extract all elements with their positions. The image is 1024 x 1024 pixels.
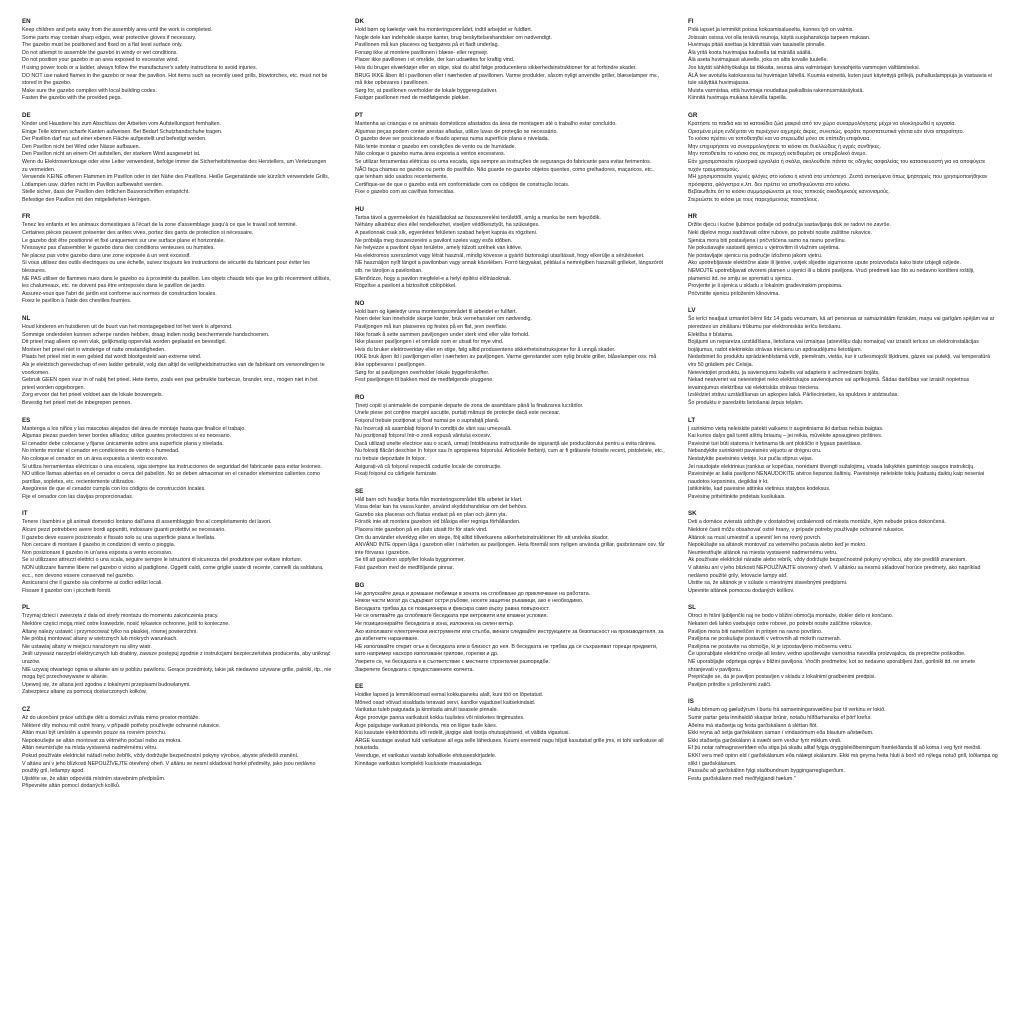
instruction-line: Kui kasutate elektritööriistu või redelit, järgige alati tootja ohutusjuhiseid, et vältida vigastusi.	[355, 730, 570, 737]
instruction-line: Hvis du bruger elværktøjer eller en stige, skal du altid følge producentens sikkerhedsinstruktioner for at forhindre skader.	[355, 64, 637, 71]
instruction-line: Μην επιχειρήσετε να συναρμολογήσετε το κιόσκι σε θυελλώδεις ή υγρές συνθήκες.	[688, 143, 882, 150]
instruction-line: Gazebo ska placeras och fästas endast på en plan och jämn yta.	[355, 511, 507, 518]
instruction-line: Dit prieel mag alleen op een vlak, gelijkmatig oppervlak worden geplaatst en bevestigd.	[22, 339, 227, 346]
instruction-line: Otroci in hišni ljubljenčki naj ne bodo v bližini območja montaže, dokler delo ni končano.	[688, 613, 894, 620]
instruction-line: Sørg for, at pavillonen overholder de lokale byggeregulativer.	[355, 87, 498, 94]
language-section	[355, 683, 665, 768]
instruction-line: Als je elektrisch gereedschap of een ladder gebruikt, volg dan altijd de veiligheidsinstructies van de fabrikant om verwondingen te voorkomen.	[22, 361, 325, 376]
instruction-line: Gebruik GEEN open vuur in of nabij het prieel. Hete items, zoals een pas gebruikte barbecue, brander, enz., mogen niet in het prieel worden opgeborgen.	[22, 377, 318, 391]
instruction-line: Se utilizar ferramentas elétricas ou uma escada, siga sempre as instruções de segurança do fabricante para evitar ferimentos.	[355, 158, 652, 165]
instruction-line: Den Pavillon nicht an einem Ort aufstellen, der starkem Wind ausgesetzt ist.	[22, 151, 201, 158]
instruction-line: Altánok sa musí umiestniť a upevniť len na rovný povrch.	[688, 534, 822, 541]
instruction-line: If using power tools or a ladder, always follow the manufacturer's safety instructions to avoid injuries.	[22, 64, 258, 71]
instruction-line: Wenn du Elektrowerkzeuge oder eine Leiter verwendest, befolge immer die Sicherheitshinweise des Herstellers, um Verletzungen zu vermeiden.	[22, 158, 327, 173]
instruction-line: Ärge proovige panna varikatust kokku tuulistes või niisketes tingimustes.	[355, 714, 525, 721]
instruction-line: Håll barn och husdjur borta från monteringsområdet tills arbetet är klart.	[355, 496, 523, 503]
instruction-line: Não tente montar o gazebo em condições de vento ou de humidade.	[355, 143, 517, 150]
instruction-line: Mantenha as crianças e os animais domésticos afastados da área de montagem até o trabalho estar concluído.	[355, 120, 617, 127]
language-column	[22, 18, 332, 800]
instruction-line: Uistite sa, že altánok je v súlade s miestnymi stavebnými predpismi.	[688, 580, 848, 587]
instruction-line: Sjenica mora biti postavljena i pričvršćena samo na ravnu površinu.	[688, 237, 847, 244]
instruction-line: Fäst gazebon med de medföljande pinnar.	[355, 565, 454, 572]
instruction-line: Paviljongen må kun plasseres og festes på en flat, jevn overflate.	[355, 324, 508, 330]
instruction-line: Si utiliza herramientas eléctricas o una escalera, siga siempre las instrucciones de seguridad del fabricante para evitar lesiones.	[22, 463, 323, 470]
language-section	[688, 604, 998, 689]
language-code: DK	[355, 18, 364, 25]
safety-instructions-page	[22, 18, 1002, 1008]
language-section	[355, 488, 665, 573]
instruction-line: IKKE bruk åpen ild i paviljongen eller i nærheten av paviljongen. Varme gjenstander som nylig brukte griller, blåselamper osv. må ikke oppbevares i paviljongen.	[355, 354, 657, 368]
instruction-line: Някои части могат да съдържат остри ръбове, носете защитни ръкавици, ако е необходимо.	[355, 598, 584, 605]
language-column	[688, 18, 998, 792]
instruction-line: Fissare il gazebo con i picchetti forniti.	[22, 587, 112, 594]
language-code: NO	[355, 299, 365, 307]
instruction-line: Passaðu að garðskálinn fylgi staðbundnum byggingarreglugerðum.	[688, 768, 845, 775]
language-code: HU	[355, 205, 364, 213]
instruction-line: Le gazebo doit être positionné et fixé uniquement sur une surface plane et horizontale.	[22, 237, 225, 244]
instruction-line: Neumiestňujte altánok na miesta vystavené nadmernému vetru.	[688, 549, 838, 556]
instruction-line: Pidä lapset ja lemmikit poissa kokoamisalueelta, kunnes työ on valmis.	[688, 27, 854, 33]
instruction-line: Ak používate elektrické náradie alebo rebrík, vždy dodržujte bezpečnostné pokyny výrobcu, aby ste predišli zraneniam.	[688, 557, 967, 564]
instruction-line: Assurez-vous que l'abri de jardin est conforme aux normes de construction locales.	[22, 290, 217, 297]
instruction-line: Fasten the gazebo with the provided pegs.	[22, 95, 122, 102]
instruction-line: Pavėsinė turi būti statoma ir tvirtinama tik ant plokščio ir lygaus paviršiaus.	[688, 440, 862, 447]
instruction-line: NE PAS utiliser de flammes nues dans le gazebo ou à proximité du pavillon. Les objets chauds tels que les grils récemment utilisés, les chalumeaux, etc. ne doivent pas être entreposés dans le pavillon de jardin.	[22, 275, 331, 290]
instruction-line: Bojājumi un nepareiza uzstādīšana, lietošana vai izmaiņas (atsevišķu daļu nomaiņa) var izraisīt ierīces un elektroinstalācijas bojājumus, radot elektriskās strāvas triecienu un apdraudējumu lietotājam.	[688, 339, 979, 353]
instruction-line: El cenador debe colocarse y fijarse únicamente sobre una superficie plana y nivelada.	[22, 440, 224, 447]
instruction-line: NIE używaj otwartego ognia w altanie ani w pobliżu pawilonu. Gorące przedmioty, takie jak niedawno używane grille, palniki, itp., nie mogą być przechowywane w altanie.	[22, 666, 332, 681]
instruction-line: Šo ierīci neatļaut izmantot bērni līdz 14 gadu vecumam, kā arī personas ar samazinātām fiziskām, maņu vai garīgām spējām vai ar pieredzes un zināšanu trūkumu par elektroniskās ierīču lietošanu.	[688, 316, 995, 330]
instruction-line: Če uporabljate električno orodje ali lestev, vedno upoštevajte varnostna navodila proizvajalca, da preprečite poškodbe.	[688, 651, 966, 658]
instruction-line: Néhány alkatrész éles éllel rendelkezhet, viseljen védőkesztyűt, ha szükséges.	[355, 222, 540, 229]
language-code: EE	[355, 683, 364, 691]
instruction-line: Fije el cenador con las clavijas proporcionadas.	[22, 493, 134, 500]
instruction-line: Rögzítse a pavilont a biztosított cölöpökkel.	[355, 283, 457, 290]
instruction-line: Si vous utilisez des outils électriques ou une échelle, suivez toujours les instructions de sécurité du fabricant pour éviter les blessures.	[22, 260, 310, 275]
instruction-line: Ne placez pas votre gazebo dans une zone exposée à un vent excessif.	[22, 252, 191, 259]
instruction-line: Mantenga a los niños y las mascotas alejados del área de montaje hasta que finalice el trabajo.	[22, 425, 246, 432]
language-section	[22, 315, 332, 408]
instruction-line: Jos käytät sähkötyökaluja tai tikkaita, seuraa aina valmistajan turvaohjeita vammojen välttämiseksi.	[688, 64, 920, 71]
instruction-line: Muista varmistaa, että huvimaja noudattaa paikallisia rakennusmääräyksiä.	[688, 87, 864, 94]
language-section	[22, 510, 332, 595]
instruction-line: Не се опитвайте да сглобявате беседката при ветровити или влажни условия.	[355, 613, 548, 620]
instruction-line: Haltu börnum og gæludýrum í burtu frá samsetningarsvæðinu þar til verkinu er lokið.	[688, 707, 886, 714]
instruction-line: Altanę należy ustawić i przymocować tylko na płaskiej, równej powierzchni.	[22, 628, 198, 635]
language-code: FI	[688, 18, 694, 25]
instruction-line: Certifique-se de que o gazebo está em conformidade com os códigos de construção locais.	[355, 181, 570, 188]
instruction-line: Asigurați-vă că foișorul respectă codurile locale de construcție.	[355, 463, 502, 470]
instruction-line: Hold børn og kæledyr væk fra monteringsområdet, indtil arbejdet er fuldført.	[355, 27, 533, 33]
instruction-line: Mõned osad võivad sisaldada teravaid servi, kandke vajadusel kaitsekindaid.	[355, 699, 536, 706]
instruction-line: Bevestig het prieel met de inbegrepen pennen.	[22, 399, 132, 406]
instruction-line: Se si utilizzano attrezzi elettrici o una scala, seguire sempre le istruzioni di sicurezza del produttore per evitare infortuni.	[22, 557, 302, 564]
instruction-line: Non posizionare il gazebo in un'area esposta a vento eccessivo.	[22, 549, 173, 556]
instruction-line: Den Pavillon nicht bei Wind oder Nässe aufbauen.	[22, 143, 141, 150]
instruction-line: Altán musí být umístěn a upevněn pouze na rovném povrchu.	[22, 730, 167, 737]
instruction-line: Prepričajte se, da je paviljon postavljen v skladu z lokalnimi gradbenimi predpisi.	[688, 674, 876, 681]
instruction-line: DO NOT use naked flames in the gazebo or near the pavilion. Hot items such as recently used grills, blowtorches, etc. must not be stored in the gazebo.	[22, 72, 328, 87]
instruction-line: A pavilonnak csak sík, egyenletes felületen szabad helyet kapnia és rögzíteni.	[355, 230, 538, 237]
instruction-line: The gazebo must be positioned and fixed on a flat level surface only.	[22, 42, 183, 49]
instruction-line: Nepokúšajte sa altánok montovať za veterného počasia alebo keď je mokro.	[688, 542, 867, 549]
instruction-line: Κρατήστε τα παιδιά και τα κατοικίδια ζώα μακριά από τον χώρο συναρμολόγησης μέχρι να ολοκληρωθεί η εργασία.	[688, 120, 956, 127]
instruction-line: Some parts may contain sharp edges, wear protective gloves if necessary.	[22, 34, 197, 41]
instruction-line: Dacă utilizați unelte electrice sau o scară, urmați întotdeauna instrucțiunile de siguranță ale producătorului pentru a evita rănirea.	[355, 440, 657, 447]
instruction-line: Ако използвате електрически инструменти или стълба, винаги следвайте инструкциите за безопасност на производителя, за да избегнете нараняване.	[355, 628, 664, 643]
instruction-line: Nepokoušejte se altán montovat za větrného počasí nebo za mokra.	[22, 737, 182, 744]
instruction-line: Elektība ir bīstama.	[688, 331, 734, 338]
language-code: PL	[22, 604, 30, 612]
instruction-line: Ha elektromos szerszámot vagy létrát használ, mindig kövesse a gyártó biztonsági utasításait, hogy elkerülje a sérüléseket.	[355, 252, 645, 259]
instruction-line: Paviljon pritrdite s priloženimi zatiči.	[688, 681, 772, 688]
language-code: SL	[688, 604, 696, 612]
language-section	[355, 18, 665, 103]
instruction-line: Ako upotrebljavate električne alate ili ljestve, uvijek slijedite sigurnosne upute proizvođača kako biste izbjegli ozljede.	[688, 260, 961, 267]
language-section	[22, 18, 332, 103]
language-code: LV	[688, 307, 696, 315]
instruction-line: Asegúrese de que el cenador cumpla con los códigos de construcción locales.	[22, 486, 206, 493]
instruction-line: Stelle sicher, dass der Pavillon den örtlichen Bauvorschriften entspricht.	[22, 189, 190, 196]
instruction-line: Houd kinderen en huisdieren uit de buurt van het montagegebied tot het werk is afgerond.	[22, 324, 233, 330]
instruction-line: Įsitikinkite, kad pavėsinė atitinka vietinius statybos kodeksus.	[688, 486, 831, 493]
instruction-line: Plaats het prieel niet in een gebied dat wordt blootgesteld aan extreme wind.	[22, 354, 202, 361]
instruction-line: Se till att gazebon uppfyller lokala byggnormer.	[355, 557, 465, 564]
instruction-line: Až do ukončení práce udržujte děti a domácí zvířata mimo prostor montáže.	[22, 714, 200, 721]
instruction-line: Assicurarsi che il gazebo sia conforme ai codici edilizi locali.	[22, 580, 163, 587]
instruction-line: Zabezpiecz altanę za pomocą dostarczonych kołków.	[22, 689, 147, 696]
language-code: FR	[22, 213, 31, 221]
language-section	[688, 307, 998, 407]
instruction-line: Στερεώστε το κιόσκι με τους παρεχόμενους πασσάλους.	[688, 196, 819, 203]
language-section	[355, 300, 665, 385]
language-code: IT	[22, 510, 28, 518]
instruction-line: Į surinkimo vietą neleiskite patekti vaikams ir augintiniams iki darbas nebus baigtas.	[688, 425, 884, 432]
instruction-line: Sumir partar geta innihaldið skarpar brúnir, notaðu hlífðarhanska ef þörf krefur.	[688, 714, 872, 721]
instruction-line: Ujistěte se, že altán odpovídá místním stavebním předpisům.	[22, 775, 166, 782]
language-code: BG	[355, 581, 365, 589]
language-section	[688, 213, 998, 298]
instruction-line: Huvimaja pitää asettaa ja kiinnittää vain tasaiselle pinnalle.	[688, 42, 826, 49]
instruction-line: Ορισμένα μέρη ενδέχεται να περιέχουν αιχμηρές άκρες, συνεπώς, φοράτε προστατευτικά γάντια εάν είναι απαραίτητο.	[688, 128, 965, 135]
instruction-line: Nekateri deli lahko vsebujejo ostre robove, po potrebi nosite zaščitne rokavice.	[688, 621, 873, 627]
instruction-line: Zorg ervoor dat het prieel voldoet aan de lokale bouwregels.	[22, 392, 164, 399]
instruction-line: Pričvrstite sjenicu priloženim klinovima.	[688, 290, 780, 297]
instruction-line: Varikatus tuleb paigutada ja kinnitada ainult tasasele pinnale.	[355, 707, 499, 714]
instruction-line: Nebandykite surinkinėti pavėsinės vėjuotu ar drėgnu oru.	[688, 448, 822, 455]
instruction-line: Hvis du bruker elektroverktøy eller en stige, følg alltid produsentens sikkerhetsinstruksjoner for å unngå skader.	[355, 346, 616, 353]
instruction-line: Do not attempt to assemble the gazebo in windy or wet conditions.	[22, 49, 178, 56]
instruction-line: Upewnij się, że altana jest zgodna z lokalnymi przepisami budowlanymi.	[22, 681, 191, 688]
instruction-line: Nedarbiniet šo produktu sprādzienbīstamā vidē, piemēram, vietās, kur ir uzliesmojoši šķidrumi, gāzes vai putekļi, vai temperatūrā virs 50 grādiem pēc Celsija.	[688, 354, 991, 368]
instruction-line: Nu încercați să asamblați foișorul în condiții de vânt sau umezeală.	[355, 425, 512, 432]
instruction-line: Jeśli używasz narzędzi elektrycznych lub drabiny, zawsze postępuj zgodnie z instrukcjami bezpieczeństwa producenta, aby uniknąć urazów.	[22, 651, 331, 665]
instruction-line: NO utilice llamas abiertas en el cenador o cerca del pabellón. No se deben almacenar en el cenador elementos calientes como parrillas, sopletes, etc. recientemente utilizados.	[22, 471, 320, 485]
instruction-line: No coloque el cenador en un área expuesta a viento excesivo.	[22, 455, 169, 462]
instruction-line: Pavėsinėje ar šalia paviljono NENAUDOKITE atviros liepsnos šaltinių. Pavėsinėje neleiskite tokių įkaitusių daiktų kaip neseniai naudotos kepsninės, degikliai ir kt.	[688, 471, 985, 485]
instruction-line: Veenduge, et varikatus vastab kohalikele ehituseeskirjadele.	[355, 752, 497, 759]
instruction-line: Μην τοποθετείτε το κιόσκι σας σε περιοχή εκτεθειμένη σε υπερβολικό άνεμο.	[688, 151, 867, 158]
language-section	[355, 206, 665, 291]
instruction-line: NÃO faça chamas no gazebo ou perto do pavilhão. Não guarde no gazebo objetos quentes, como grelhadores, maçaricos, etc., que tenham sido usados recentemente.	[355, 166, 655, 181]
language-code: DE	[22, 111, 31, 119]
instruction-line: Nie próbuj montować altany w wietrznych lub mokrych warunkach.	[22, 636, 178, 643]
language-section	[688, 698, 998, 783]
language-code: SE	[355, 487, 364, 495]
instruction-line: Fixe o gazebo com as cavilhas fornecidas.	[355, 189, 455, 196]
instruction-line: EKKI vera með opinn eld í garðskálanum eða nálægt skálanum. Ekki má geyma heita hluti á borð við nýlega notuð grill, lóðlampa og slíkt í garðskálanum.	[688, 752, 998, 767]
instruction-line: Unele piese pot conține margini ascuțite, purtați mănuși de protecție dacă este necesar.	[355, 410, 561, 417]
instruction-line: BRUG IKKE åben ild i pavillonen eller i nærheden af pavillonen. Varme produkter, såsom nyligt anvendte griller, blæselamper mv., må ikke opbevares i pavillonen.	[355, 72, 659, 87]
instruction-line: Altán neumisťujte na místa vystavená nadměrnému větru.	[22, 745, 158, 752]
instruction-line: Não coloque o gazebo numa área exposta a ventos excessivos.	[355, 151, 506, 158]
instruction-line: Forsøg ikke at montere pavillonen i blæse- eller regnvejr.	[355, 49, 489, 56]
instruction-line: НЕ използвайте открит огън в беседката или в близост до нея. В беседката не трябва да се съхраняват горещи предмети, като например наскоро използвани грилове, горелки и др.	[355, 643, 658, 658]
instruction-line: Držite djecu i kućne ljubimce podalje od područja sastavljanja dok se radovi ne završe.	[688, 222, 891, 229]
instruction-line: Țineți copiii și animalele de companie departe de zona de asamblare până la finalizarea lucrărilor.	[355, 402, 584, 409]
instruction-line: Älä yritä koota huvimajaa tuulisella tai märällä säällä.	[688, 49, 812, 56]
instruction-line: Не позиционирайте беседката в зона, изложена на силен вятър.	[355, 621, 515, 627]
instruction-line: Ikke plasser paviljongen i et område som er utsatt for mye vind.	[355, 339, 504, 346]
instruction-line: Fixez le pavillon à l'aide des chevilles fournies.	[22, 298, 132, 305]
instruction-line: Šo produktu ir paredzēts lietošanai ārpus telpām.	[688, 399, 804, 406]
instruction-line: Monteer het prieel niet in winderige of natte omstandigheden.	[22, 346, 166, 353]
instruction-line: Tenere i bambini e gli animali domestici lontano dall'area di assemblaggio fino al completamento dei lavori.	[22, 519, 272, 526]
instruction-line: Niektóre części mogą mieć ostre krawędzie, nosić rękawice ochronne, jeśli to konieczne.	[22, 621, 230, 627]
instruction-line: NON utilizzare fiamme libere nel gazebo o vicino al padiglione. Oggetti caldi, come griglie usate di recente, cannelli da saldatura, ecc., non devono essere conservati nel gazebo.	[22, 565, 324, 579]
instruction-line: Om du använder elverktyg eller en stege, följ alltid tillverkarens säkerhetsinstruktioner för att undvika skador.	[355, 534, 609, 541]
instruction-line: Βεβαιωθείτε ότι το κιόσκι συμμορφώνεται με τους τοπικούς οικοδομικούς κανονισμούς.	[688, 189, 891, 196]
instruction-line: Paviljona ne poskušajte postaviti v vetrovnih ali mokrih razmerah.	[688, 636, 842, 643]
instruction-line: Non cercare di montare il gazebo in condizioni di vento o pioggia.	[22, 542, 176, 549]
instruction-line: Joissain osissa voi olla teräviä reunoja, käytä suojahanskoja tarpeen mukaan.	[688, 34, 871, 41]
language-code: ES	[22, 416, 31, 424]
instruction-line: Algunas piezas pueden tener bordes afilados; utilice guantes protectores si es necesario.	[22, 433, 232, 440]
instruction-line: Nekad neatveriet vai neievietojiet neko elektriskajos savienojumos vai aprīkojumā. Šādas darbības var izraisīt nopietnus ievainojumus elektrības vai elektriskās strāvas trieciena.	[688, 377, 970, 391]
instruction-line: Försök inte att montera gazebon vid blåsiga eller regniga förhållanden.	[355, 519, 521, 526]
instruction-line: Το κιόσκι πρέπει να τοποθετηθεί και να στερεωθεί μόνο σε επίπεδη επιφάνεια.	[688, 136, 871, 143]
instruction-line: Ne postavljajte sjenicu na područje izloženo jakom vjetru.	[688, 252, 823, 259]
instruction-line: ANVÄND INTE öppen låga i gazebon eller i närheten av paviljongen. Heta föremål som nyligen använda grillar, gasbrännare osv. får inte förvaras i gazebon.	[355, 542, 665, 556]
instruction-line: Verwende KEINE offenen Flammen im Pavillon oder in der Nähe des Pavillons. Heiße Gegenstände wie kürzlich verwendete Grills, Lötlampen usw. dürfen nicht im Pavillon aufbewahrt werden.	[22, 174, 330, 188]
instruction-line: V altánku ani v jeho blízkosti NEPOUŽÍVAJTE otvorený oheň. V altánku sa nesmú skladovať horúce predmety, ako napríklad nedávno použité grily, letovacie lampy atď.	[688, 565, 981, 579]
instruction-line: Pavillonen må kun placeres og fastgøres på et fladt underlag.	[355, 42, 499, 49]
instruction-line: Kinder und Haustiere bis zum Abschluss der Arbeiten vom Aufstellungsort fernhalten.	[22, 120, 222, 127]
instruction-line: Kiinnitä huvimaja mukana tulevilla tapeilla.	[688, 95, 788, 102]
instruction-line: Paviljon mora biti nameščen in pritrjen na ravno površino.	[688, 628, 823, 635]
instruction-line: Fastgør pavillonen med de medfølgende pløkker.	[355, 95, 471, 102]
instruction-line: Ekki reyna að setja garðskálann saman í vindasömum eða blautum aðstæðum.	[688, 730, 874, 737]
instruction-line: Některé díly mohou mít ostré hrany, v případě potřeby používejte ochranné rukavice.	[22, 722, 221, 729]
language-column	[355, 18, 665, 777]
instruction-line: Уверете се, че беседката е в съответствие с местните строителни разпоредби.	[355, 658, 550, 665]
instruction-line: Nogle dele kan indeholde skarpe kanter, brug beskyttelseshandsker om nødvendigt.	[355, 34, 552, 41]
instruction-line: Tenez les enfants et les animaux domestiques à l'écart de la zone d'assemblage jusqu'à ce que le travail soit terminé.	[22, 222, 298, 229]
instruction-line: Kinnitage varikatus komplekti kuuluvate maavaiadega.	[355, 760, 483, 767]
language-code: LT	[688, 416, 696, 424]
instruction-line: Vissa delar kan ha vassa kanter, använd skyddshandskar om det behövs.	[355, 504, 528, 511]
instruction-line: Nu folosiți flăcări deschise în foișor sau în apropierea foișorului. Articolele fierbinți, cum ar fi grătarele folosite recent, pistoletele, etc., nu trebuie depozitate în foișor.	[355, 448, 665, 462]
instruction-line: Neki dijelovi mogu sadržavati oštre rubove, po potrebi nosite zaštitne rukavice.	[688, 230, 873, 237]
language-section	[688, 417, 998, 502]
instruction-line: Tartsa távol a gyermekeket és háziállatokat az összeszerelési területtől, amíg a munka be nem fejeződik.	[355, 214, 601, 221]
instruction-line: Закрепете беседката с предоставените колчета.	[355, 666, 474, 673]
language-code: SK	[688, 510, 697, 518]
language-code: GR	[688, 111, 698, 119]
instruction-line: Algumas peças podem conter arestas afiadas, utilize luvas de proteção se necessário.	[355, 128, 558, 135]
instruction-line: ÄRGE kasutage avatud tuld varikatuse all ega selle läheduses. Kuumi esemeid nagu hiljuti kasutatud grille jms, ei tohi varikatuse all hoiustada.	[355, 737, 664, 752]
instruction-line: Připevněte altán pomocí dodaných kolíků.	[22, 783, 121, 790]
instruction-line: Festu garðskálann með meðfylgjandi hælum."	[688, 775, 796, 782]
language-code: CZ	[22, 705, 31, 713]
instruction-line: Hoidke lapsed ja lemmikloomad eemal kokkupaneku alalt, kuni töö on lõpetatud.	[355, 692, 544, 699]
language-section	[355, 582, 665, 675]
instruction-line: Izslēdziet strāvu uzstādīšanas un apkopes laikā. Pārliecinieties, ka spuldzes ir atdzisušas.	[688, 392, 899, 399]
language-section	[22, 604, 332, 697]
instruction-line: Ne próbálja meg összeszerelni a pavilont szeles vagy esős időben.	[355, 237, 513, 244]
instruction-line: Do not position your gazebo in an area exposed to excessive wind.	[22, 57, 179, 64]
instruction-line: ÄLÄ tee avotulta katoksessa tai huvimajan lähellä. Kuumia esineitä, kuten juuri käytettyjä grillejä, puhalluslamppuja ja vastaavia ei tule säilyttää huvimajassa.	[688, 72, 993, 87]
language-section	[22, 417, 332, 502]
instruction-line: Ikke forsøk å sette sammen paviljongen under sterk vind eller våte forhold.	[355, 331, 530, 338]
instruction-line: Fixați foișorul cu cârligele furnizate.	[355, 471, 438, 478]
instruction-line: Ef þú notar rafmagnsverkfæri eða stiga þá skaltu alltaf fylgja öryggisleiðbeiningum framleiðanda til að koma í veg fyrir meiðsli.	[688, 745, 982, 752]
instruction-line: Не допускайте деца и домашни любимци в зоната на сглобяване до приключване на работата.	[355, 590, 591, 597]
instruction-line: Älä aseta huvimajaasi alueelle, joka on altis kovalle tuulelle.	[688, 57, 828, 64]
instruction-line: Befestige den Pavillon mit den mitgelieferten Heringen.	[22, 196, 151, 203]
language-section	[355, 394, 665, 479]
instruction-line: Il gazebo deve essere posizionato e fissato solo su una superficie piana e livellata.	[22, 534, 216, 541]
instruction-line: Neievietojiet produktu, ja savienojums kabelis vai adapteris ir acīmredzami bojāts.	[688, 369, 880, 376]
instruction-line: Make sure the gazebo complies with local building codes.	[22, 87, 157, 94]
instruction-line: No intente montar el cenador en condiciones de viento o humedad.	[22, 448, 180, 455]
language-code: RO	[355, 393, 365, 401]
language-section	[688, 18, 998, 103]
language-section	[22, 213, 332, 306]
instruction-line: Placera inte gazebon på en plats utsatt för för stark vind.	[355, 527, 488, 534]
instruction-line: Fest paviljongen til bakken med de medfølgende pluggene.	[355, 377, 494, 384]
instruction-line: O gazebo deve ser posicionado e fixado apenas numa superfície plana e nivelada.	[355, 136, 550, 143]
language-section	[22, 706, 332, 791]
instruction-line: Deti a domáce zvieratá udržujte v dostatočnej vzdialenosti od miesta montáže, kým nebude práca dokončená.	[688, 519, 946, 526]
instruction-line: Keep children and pets away from the assembly area until the work is completed.	[22, 27, 213, 33]
language-code: PT	[355, 111, 363, 119]
instruction-line: Nestatykite pavėsinės vietoje, kur pučia stiprus vėjas.	[688, 455, 814, 462]
instruction-line: Ne pokušavajte sastaviti sjenicu u vjetrovitim ili vlažnim uvjetima.	[688, 245, 840, 252]
instruction-line: Upevnite altánok pomocou dodaných kolíkov.	[688, 587, 795, 594]
language-section	[355, 112, 665, 197]
instruction-line: Ellenőrizze, hogy a pavilon megfelel-e a helyi építési előírásoknak.	[355, 275, 512, 282]
instruction-line: Niektoré časti môžu obsahovať ostré hrany, v prípade potreby používajte ochranné rukavice.	[688, 527, 905, 534]
instruction-line: Ne helyezze a pavilont olyan területre, amely túlzott szélnek van kitéve.	[355, 245, 523, 252]
instruction-line: Aðeins má staðsetja og festa garðskálann á sléttan flöt.	[688, 722, 818, 729]
language-section	[688, 510, 998, 595]
instruction-line: Sørg for at paviljongen overholder lokale byggeforskrifter.	[355, 369, 490, 376]
instruction-line: Ekki staðsetja garðskálann á svæði sem verður fyrir miklum vindi.	[688, 737, 842, 744]
instruction-line: Certaines pièces peuvent présenter des arêtes vives, portez des gants de protection si nécessaire.	[22, 230, 254, 237]
instruction-line: Einige Teile können scharfe Kanten aufweisen. Bei Bedarf Schutzhandschuhe tragen.	[22, 128, 223, 135]
instruction-line: N'essayez pas d'assembler le gazebo dans des conditions venteuses ou humides.	[22, 245, 215, 252]
instruction-line: ΜΗ χρησιμοποιείτε γυμνές φλόγες στο κιόσκι ή κοντά στο υπόστεγο. Ζεστά αντικείμενα όπως ψησταριές που χρησιμοποιήθηκαν πρόσφατα, φλόγιστρα κ.λπ. δεν πρέπει να αποθηκεύονται στο κιόσκι.	[688, 174, 988, 188]
instruction-line: Nu poziționați foișorul într-o zonă expusă vântului excesiv.	[355, 433, 491, 440]
language-code: EN	[22, 18, 31, 25]
instruction-line: NE uporabljajte odprtega ognja v bližini paviljona. Vročih predmetov, kot so nedavno uporabljeni žari, gorilniki itd. ne smete shranjevati v paviljonu.	[688, 658, 976, 673]
instruction-line: Hold barn og kjæledyr unna monteringsområdet til arbeidet er fullført.	[355, 308, 517, 315]
instruction-line: Alcuni pezzi potrebbero avere bordi appuntiti, indossare guanti protettivi se necessario.	[22, 527, 226, 534]
instruction-line: Ärge paigutage varikatust piirkonda, mis on liigse tuule käes.	[355, 722, 498, 729]
instruction-line: Беседката трябва да се позиционира и фиксира само върху равна повърхност.	[355, 605, 550, 612]
instruction-line: Placer ikke pavillonen i et område, der kan udsættes for kraftig vind.	[355, 57, 515, 64]
instruction-line: Pavėsinę pritvirtinkite pridėtais kuoliukais.	[688, 493, 786, 500]
instruction-line: Foișorul trebuie poziționat și fixat numai pe o suprafață plană.	[355, 417, 500, 424]
instruction-line: V altánu ani v jeho blízkosti NEPOUŽÍVEJTE otevřený oheň. V altánu se nesmí skladovat horké předměty, jako jsou nedávno použitý gril, letlampy apod.	[22, 760, 316, 775]
language-code: IS	[688, 698, 694, 706]
instruction-line: Jei naudojate elektrinius įrankius ar kopėčias, norėdami išvengti sužalojimų, visada laikykitės gamintojo saugos instrukcijų.	[688, 463, 975, 470]
language-code: HR	[688, 213, 697, 221]
language-section	[688, 112, 998, 205]
instruction-line: NEMOJTE upotrebljavati otvoreni plamen u sjenici ili u blizini paviljona. Vrući predmeti kao što su nedavno korišteni roštilji, plamenici itd. ne smiju se spremati u sjenicu.	[688, 268, 975, 282]
instruction-line: Nie ustawiaj altany w miejscu narażonym na silny wiatr.	[22, 643, 152, 650]
language-section	[22, 112, 332, 205]
instruction-line: Provjerite je li sjenica u skladu s lokalnim građevinskim propisima.	[688, 283, 843, 290]
instruction-line: NE használjon nyílt lángot a pavilonban vagy annak közelében. Forró tárgyakat, például a nemrégiben használt grilleket, lángszórót stb. ne tároljon a pavilonban.	[355, 260, 663, 275]
instruction-line: Kai kurios dalys gali turėti aštrių briaunų – jei reikia, mūvėkite apsaugines pirštines.	[688, 433, 883, 440]
instruction-line: Der Pavillon darf nur auf einer ebenen Fläche aufgestellt und befestigt werden.	[22, 136, 207, 143]
instruction-line: Εάν χρησιμοποιείτε ηλεκτρικά εργαλεία ή σκάλα, ακολουθείτε πάντα τις οδηγίες ασφαλείας του κατασκευαστή για να αποφύγετε τυχόν τραυματισμούς.	[688, 158, 986, 173]
instruction-line: Noen deler kan inneholde skarpe kanter, bruk vernehansker om nødvendig.	[355, 316, 532, 323]
language-code: NL	[22, 315, 31, 322]
instruction-line: Pokud používáte elektrické nářadí nebo žebřík, vždy dodržujte bezpečnostní pokyny výrobce, abyste předešli zranění.	[22, 752, 299, 759]
instruction-line: Trzymaj dzieci i zwierzęta z dala od strefy montażu do momentu zakończenia pracy.	[22, 613, 219, 620]
instruction-line: Paviljona ne postavite na območje, ki je izpostavljeno močnemu vetru.	[688, 643, 853, 650]
instruction-line: Sommige onderdelen kunnen scherpe randen hebben, draag indien nodig beschermende handschoenen.	[22, 331, 270, 338]
